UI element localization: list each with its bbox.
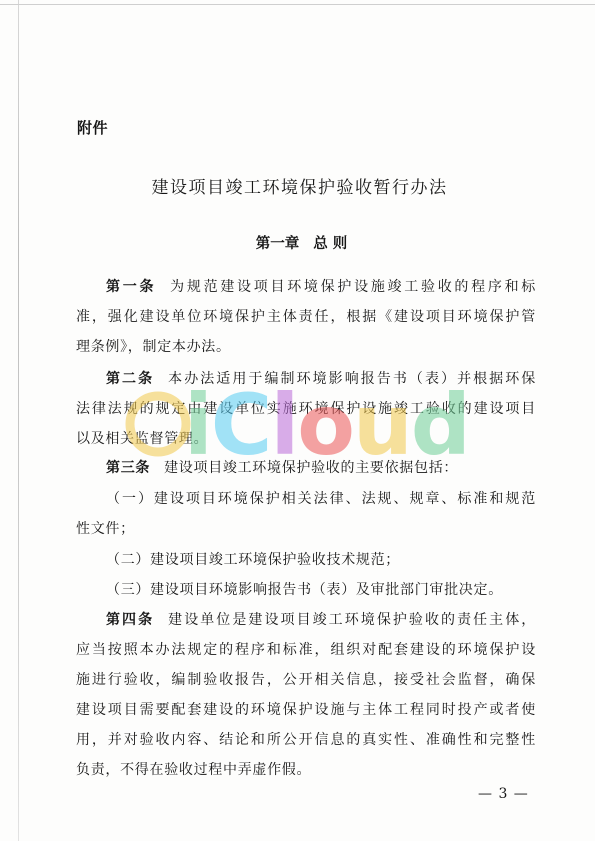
article-line: 法律法规的规定由建设单位实施环境保护设施竣工验收的建设项目 <box>76 401 536 417</box>
watermark-letter: u <box>352 376 411 474</box>
article-line: 性文件； <box>76 521 135 537</box>
scan-edge-top <box>0 4 595 5</box>
article-line: 理条例》，制定本办法。 <box>76 339 231 355</box>
scan-edge-left <box>18 0 19 841</box>
list-item <box>76 484 536 544</box>
article-label: 第二条 <box>106 371 155 387</box>
article-line: 第三条 建设项目竣工环境保护验收的主要依据包括： <box>106 460 459 476</box>
watermark-letter: l <box>270 376 298 474</box>
chapter-number: 第一章 <box>255 236 300 252</box>
article-line: （二）建设项目竣工环境保护验收技术规范； <box>106 552 400 568</box>
article-line: 负责，不得在验收过程中弄虚作假。 <box>76 762 312 778</box>
chapter-name: 总 则 <box>313 236 348 252</box>
article-2 <box>76 364 536 454</box>
page-number: — 3 — <box>478 786 529 802</box>
list-item <box>76 545 536 575</box>
article-line: 以及相关监督管理。 <box>76 431 209 447</box>
article-line: 第四条 建设单位是建设项目竣工环境保护验收的责任主体， <box>106 612 536 628</box>
article-line: 应当按照本办法规定的程序和标准，组织对配套建设的环境保护设 <box>76 642 536 658</box>
article-3 <box>76 453 536 483</box>
watermark-letter: o <box>297 376 353 474</box>
watermark-letter: d <box>410 376 469 474</box>
article-1 <box>76 272 536 362</box>
article-4 <box>76 605 536 785</box>
attachment-label: 附件 <box>77 119 109 137</box>
article-label: 第一条 <box>106 279 157 295</box>
article-line: 准，强化建设单位环境保护主体责任，根据《建设项目环境保护管 <box>76 309 536 325</box>
article-label: 第三条 <box>106 460 151 476</box>
chapter-heading <box>0 232 595 253</box>
watermark-letter: C <box>210 376 271 474</box>
article-line: 第二条 本办法适用于编制环境影响报告书（表）并根据环保 <box>106 371 536 387</box>
article-line: 第一条 为规范建设项目环境保护设施竣工验收的程序和标 <box>106 279 536 295</box>
article-line: 建设项目需要配套建设的环境保护设施与主体工程同时投产或者使 <box>76 702 536 718</box>
document-title: 建设项目竣工环境保护验收暂行办法 <box>151 178 448 198</box>
article-line: 用，并对验收内容、结论和所公开信息的真实性、准确性和完整性 <box>76 732 536 748</box>
article-line: （三）建设项目环境影响报告书（表）及审批部门审批决定。 <box>106 582 503 598</box>
article-line: （一）建设项目环境保护相关法律、法规、规章、标准和规范 <box>106 491 536 507</box>
watermark-letter: i <box>184 376 211 474</box>
article-label: 第四条 <box>106 612 155 628</box>
list-item <box>76 575 536 605</box>
article-line: 施进行验收，编制验收报告，公开相关信息，接受社会监督，确保 <box>76 672 536 688</box>
